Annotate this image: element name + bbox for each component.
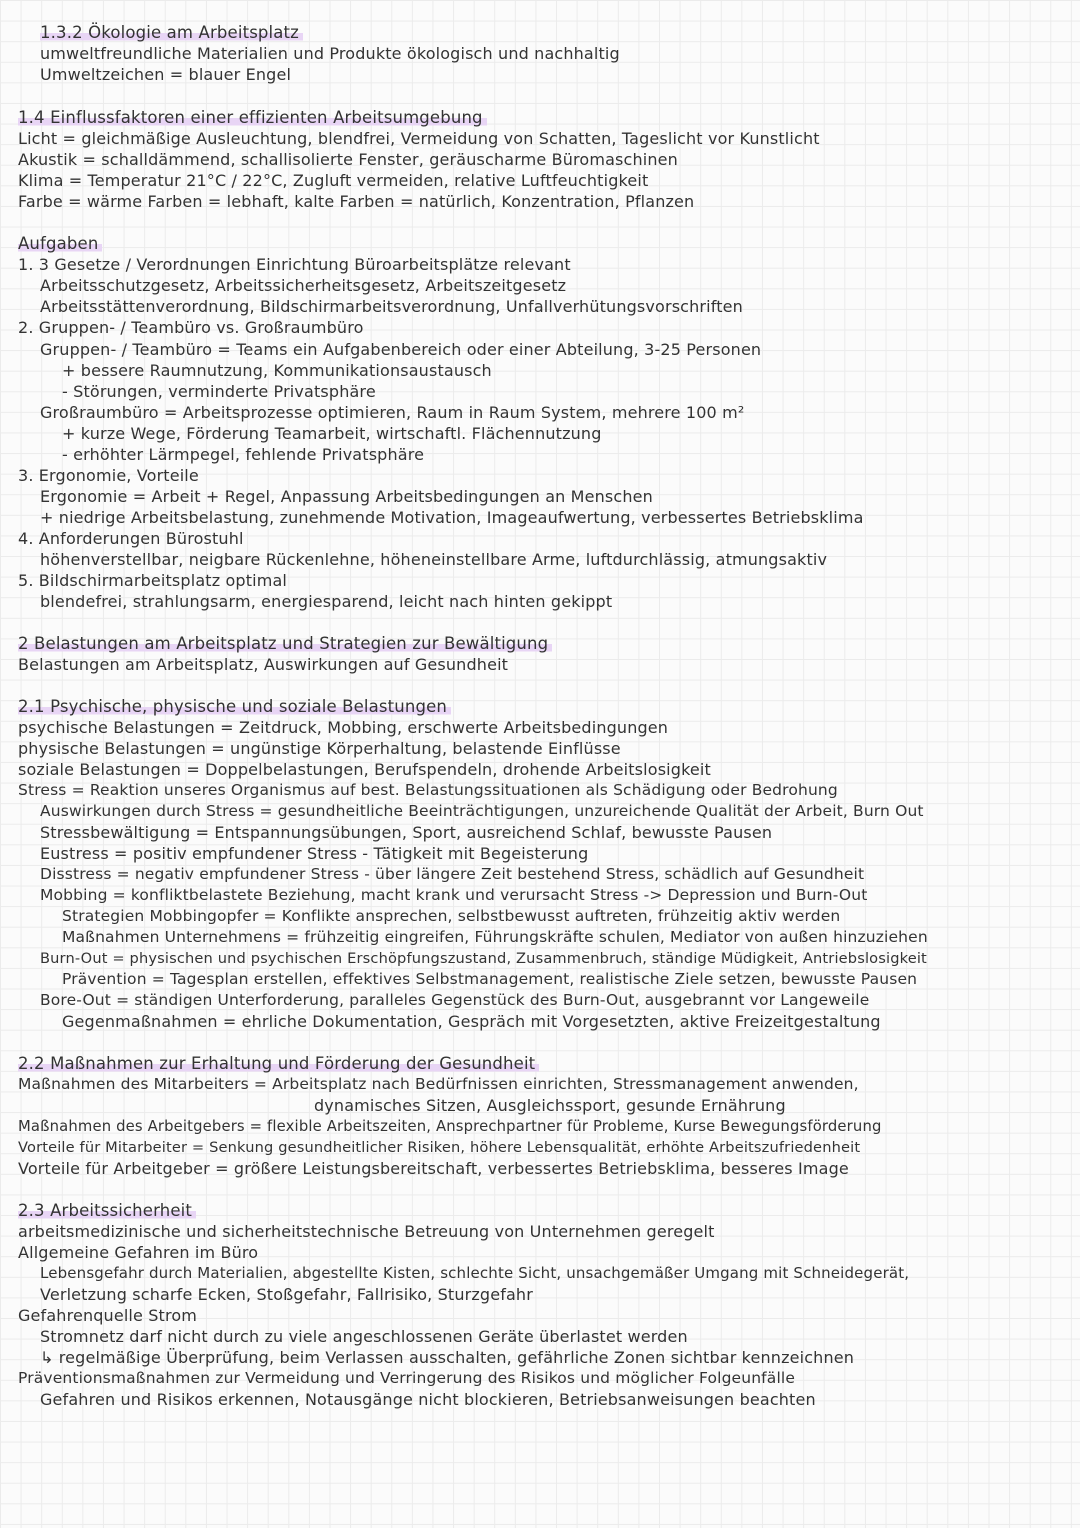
note-line: Präventionsmaßnahmen zur Vermeidung und Verringerung des Risikos und möglicher Folgeunfälle [18,1369,796,1387]
note-line: Gegenmaßnahmen = ehrliche Dokumentation, Gespräch mit Vorgesetzten, aktive Freizeitgestaltung [62,1012,881,1031]
note-line: Arbeitsschutzgesetz, Arbeitssicherheitsgesetz, Arbeitszeitgesetz [40,276,567,295]
note-line: Licht = gleichmäßige Ausleuchtung, blendfrei, Vermeidung von Schatten, Tageslicht vor Kunstlicht [18,129,820,148]
heading-einflussfaktoren: 1.4 Einflussfaktoren einer effizienten Arbeitsumgebung [18,107,487,128]
note-line: Großraumbüro = Arbeitsprozesse optimieren, Raum in Raum System, mehrere 100 m² [40,403,745,422]
note-line: Auswirkungen durch Stress = gesundheitliche Beeinträchtigungen, unzureichende Qualität der Arbeit, Burn Out [40,802,924,820]
note-line: umweltfreundliche Materialien und Produkte ökologisch und nachhaltig [40,44,620,63]
note-line: 4. Anforderungen Bürostuhl [18,529,244,548]
note-line: Umweltzeichen = blauer Engel [40,65,292,84]
note-line: 1. 3 Gesetze / Verordnungen Einrichtung Büroarbeitsplätze relevant [18,255,571,274]
note-line: Lebensgefahr durch Materialien, abgestellte Kisten, schlechte Sicht, unsachgemäßer Umgang mit Schneidegerät, [40,1264,910,1282]
note-line: Gefahrenquelle Strom [18,1306,198,1325]
heading-belastungen: 2 Belastungen am Arbeitsplatz und Strategien zur Bewältigung [18,633,552,654]
note-line: physische Belastungen = ungünstige Körperhaltung, belastende Einflüsse [18,739,621,758]
note-line: Verletzung scharfe Ecken, Stoßgefahr, Fallrisiko, Sturzgefahr [40,1285,533,1304]
note-line: höhenverstellbar, neigbare Rückenlehne, höheneinstellbare Arme, luftdurchlässig, atmungsaktiv [40,550,828,569]
note-line: Allgemeine Gefahren im Büro [18,1243,259,1262]
note-line: 2. Gruppen- / Teambüro vs. Großraumbüro [18,318,364,337]
note-line: Stressbewältigung = Entspannungsübungen, Sport, ausreichend Schlaf, bewusste Pausen [40,823,773,842]
heading-oekologie: 1.3.2 Ökologie am Arbeitsplatz [40,22,303,43]
note-line: + kurze Wege, Förderung Teamarbeit, wirtschaftl. Flächennutzung [62,424,602,443]
heading-psychische-belastungen: 2.1 Psychische, physische und soziale Belastungen [18,696,451,717]
note-line: + niedrige Arbeitsbelastung, zunehmende Motivation, Imageaufwertung, verbessertes Betriebsklima [40,508,864,527]
note-line: 3. Ergonomie, Vorteile [18,466,199,485]
note-line: Akustik = schalldämmend, schallisolierte Fenster, geräuscharme Büromaschinen [18,150,678,169]
note-line: Bore-Out = ständigen Unterforderung, paralleles Gegenstück des Burn-Out, ausgebrannt vor Langeweile [40,991,870,1009]
note-line: Arbeitsstättenverordnung, Bildschirmarbeitsverordnung, Unfallverhütungsvorschriften [40,297,743,316]
note-line: Disstress = negativ empfundener Stress - über längere Zeit bestehend Stress, schädlich auf Gesundheit [40,865,865,883]
heading-aufgaben: Aufgaben [18,233,102,254]
note-line: 5. Bildschirmarbeitsplatz optimal [18,571,288,590]
note-line: blendefrei, strahlungsarm, energiesparend, leicht nach hinten gekippt [40,592,613,611]
note-line: Mobbing = konfliktbelastete Beziehung, macht krank und verursacht Stress -> Depression und Burn-Out [40,886,868,904]
note-line: + bessere Raumnutzung, Kommunikationsaustausch [62,361,492,380]
note-line: Gefahren und Risikos erkennen, Notausgänge nicht blockieren, Betriebsanweisungen beachten [40,1390,816,1409]
note-line: Farbe = wärme Farben = lebhaft, kalte Farben = natürlich, Konzentration, Pflanzen [18,192,695,211]
note-line: Gruppen- / Teambüro = Teams ein Aufgabenbereich oder einer Abteilung, 3-25 Personen [40,340,762,359]
note-line: dynamisches Sitzen, Ausgleichssport, gesunde Ernährung [314,1096,786,1115]
note-line: arbeitsmedizinische und sicherheitstechnische Betreuung von Unternehmen geregelt [18,1222,715,1241]
note-line: Belastungen am Arbeitsplatz, Auswirkungen auf Gesundheit [18,655,509,674]
note-line: Maßnahmen des Arbeitgebers = flexible Arbeitszeiten, Ansprechpartner für Probleme, Kurse Bewegungsförderung [18,1118,882,1135]
heading-arbeitssicherheit: 2.3 Arbeitssicherheit [18,1200,196,1221]
note-line: - erhöhter Lärmpegel, fehlende Privatsphäre [62,445,425,464]
note-line: Vorteile für Arbeitgeber = größere Leistungsbereitschaft, verbessertes Betriebsklima, besseres Image [18,1159,849,1178]
note-line: ↳ regelmäßige Überprüfung, beim Verlassen ausschalten, gefährliche Zonen sichtbar kennzeichnen [40,1348,855,1367]
note-line: Eustress = positiv empfundener Stress - Tätigkeit mit Begeisterung [40,844,589,863]
note-line: Strategien Mobbingopfer = Konflikte ansprechen, selbstbewusst auftreten, frühzeitig aktiv werden [62,907,841,925]
note-line: - Störungen, verminderte Privatsphäre [62,382,376,401]
note-line: Maßnahmen Unternehmens = frühzeitig eingreifen, Führungskräfte schulen, Mediator von außen hinzuziehen [62,928,928,946]
note-line: Prävention = Tagesplan erstellen, effektives Selbstmanagement, realistische Ziele setzen, bewusste Pausen [62,970,918,988]
note-line: Stress = Reaktion unseres Organismus auf best. Belastungssituationen als Schädigung oder Bedrohung [18,781,838,799]
note-line: Maßnahmen des Mitarbeiters = Arbeitsplatz nach Bedürfnissen einrichten, Stressmanagement anwenden, [18,1075,859,1093]
note-line: Klima = Temperatur 21°C / 22°C, Zugluft vermeiden, relative Luftfeuchtigkeit [18,171,649,190]
note-line: Vorteile für Mitarbeiter = Senkung gesundheitlicher Risiken, höhere Lebensqualität, erhöhte Arbeitszufriedenheit [18,1139,861,1156]
note-line: Ergonomie = Arbeit + Regel, Anpassung Arbeitsbedingungen an Menschen [40,487,653,506]
note-line: soziale Belastungen = Doppelbelastungen, Berufspendeln, drohende Arbeitslosigkeit [18,760,711,779]
note-line: Stromnetz darf nicht durch zu viele angeschlossenen Geräte überlastet werden [40,1327,688,1346]
note-line: Burn-Out = physischen und psychischen Erschöpfungszustand, Zusammenbruch, ständige Müdigkeit, Antriebslosigkeit [40,950,927,967]
heading-massnahmen-gesundheit: 2.2 Maßnahmen zur Erhaltung und Förderung der Gesundheit [18,1053,539,1074]
note-line: psychische Belastungen = Zeitdruck, Mobbing, erschwerte Arbeitsbedingungen [18,718,669,737]
